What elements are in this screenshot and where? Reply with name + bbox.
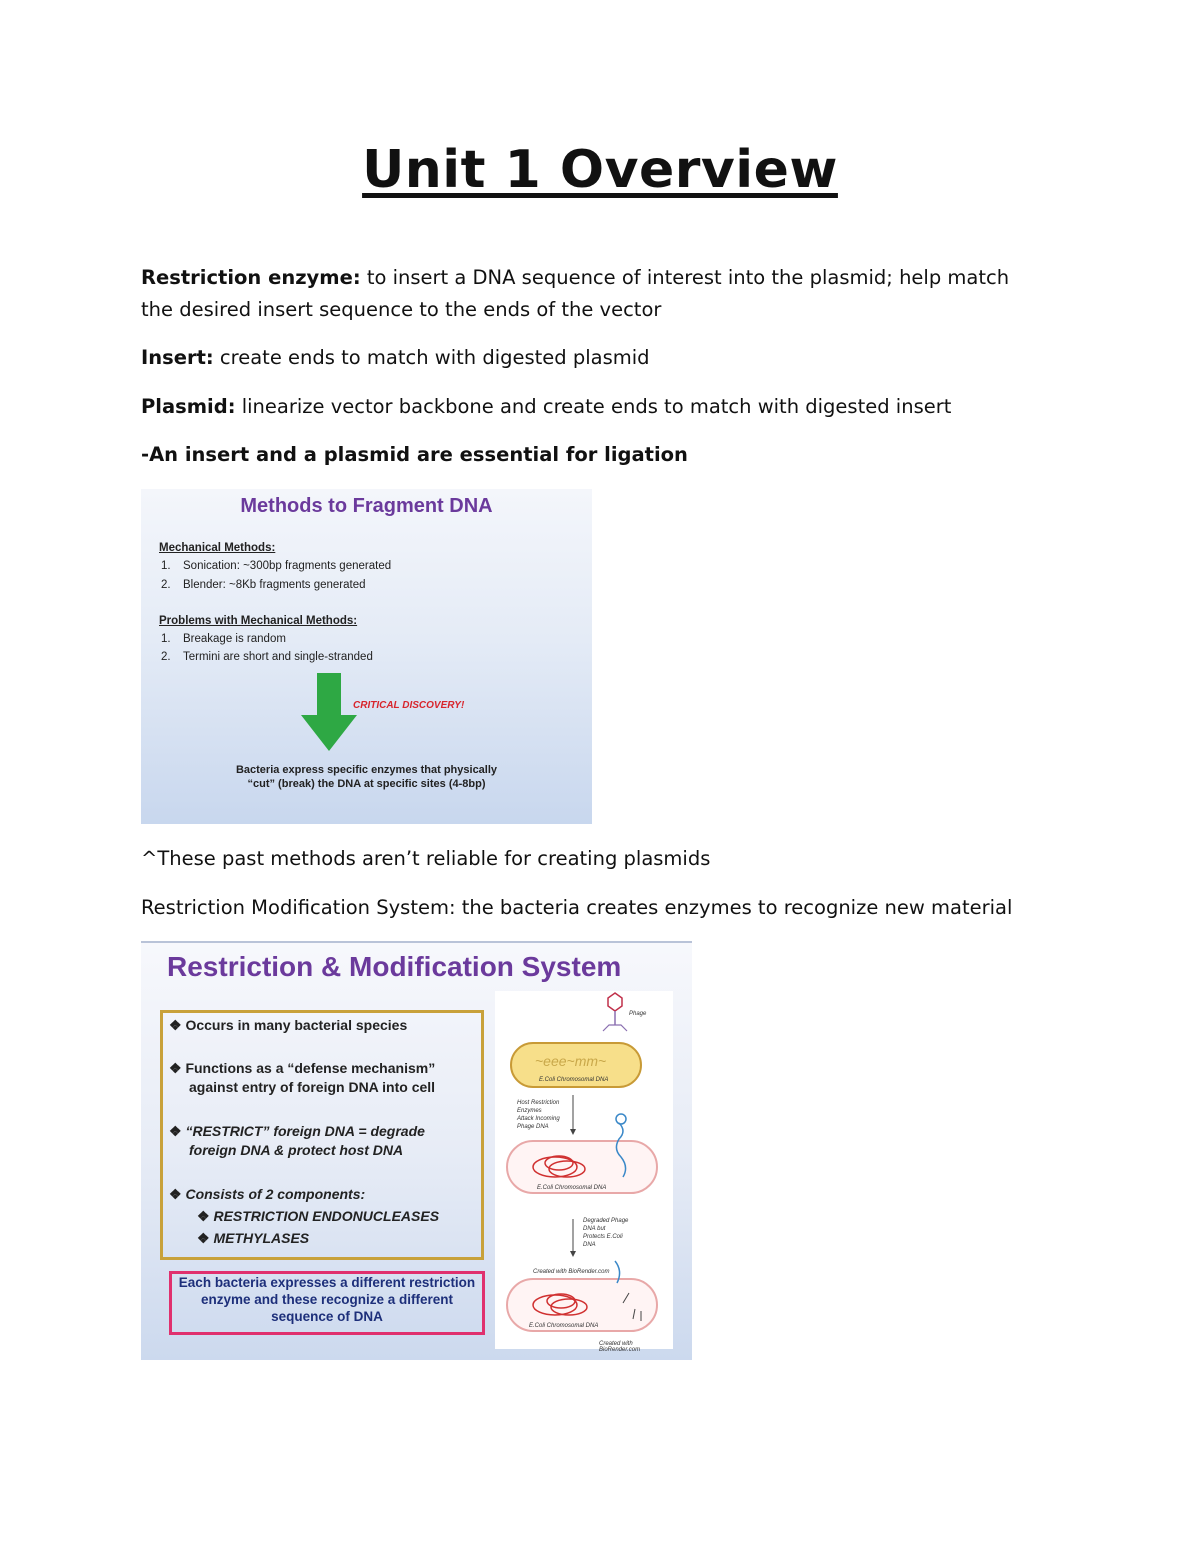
step1-line-1: Host Restriction — [517, 1100, 560, 1106]
slide2-title: Restriction & Modification System — [167, 951, 622, 982]
step1-line-2: Enzymes — [517, 1108, 542, 1114]
rms-paragraph: Restriction Modification System: the bacteria creates enzymes to recognize new material — [141, 896, 1013, 919]
prob-item-2-text: Termini are short and single-stranded — [183, 651, 373, 663]
bacteria-enzymes-text — [141, 763, 592, 791]
mechanical-methods-header: Mechanical Methods: — [159, 542, 276, 554]
svg-text:~eee~mm~: ~eee~mm~ — [535, 1053, 607, 1069]
bullet-3: ❖ “RESTRICT” foreign DNA = degrade — [169, 1123, 425, 1139]
step1-label — [517, 1099, 560, 1131]
pink-note-box: Each bacteria expresses a different restriction enzyme and these recognize a different sequence of DNA — [169, 1271, 485, 1335]
bacteria-line-1: Bacteria express specific enzymes that physically — [235, 764, 498, 776]
methods-fragment-dna-slide — [141, 489, 592, 824]
prob-item-2-num: 2. — [161, 651, 171, 663]
step1-line-3: Attack Incoming — [517, 1116, 560, 1122]
mech-item-1-num: 1. — [161, 560, 171, 572]
bullet-3-line-1: “RESTRICT” foreign DNA = degrade — [185, 1123, 425, 1139]
plasmid-term: Plasmid: — [141, 395, 236, 418]
restriction-enzyme-term: Restriction enzyme: — [141, 266, 361, 289]
restriction-enzyme-paragraph — [141, 262, 1041, 326]
problems-header: Problems with Mechanical Methods: — [159, 615, 358, 627]
bullet-4-text: Consists of 2 components: — [185, 1186, 366, 1202]
step2-line-2: DNA but — [583, 1226, 606, 1232]
restriction-modification-slide — [141, 941, 692, 1360]
step2-line-3: Protects E.Coli — [583, 1234, 623, 1240]
step1-line-4: Phage DNA — [517, 1124, 549, 1130]
credit-label: Created with BioRender.com — [599, 1341, 641, 1353]
down-arrow-icon — [301, 673, 357, 751]
plasmid-paragraph — [141, 391, 1041, 423]
plasmid-text: linearize vector backbone and create ends to match with digested insert — [235, 395, 952, 418]
prob-item-1-num: 1. — [161, 633, 171, 645]
bullet-3-line-2-text: foreign DNA & protect host DNA — [189, 1142, 404, 1158]
phage-label: Phage — [629, 1011, 647, 1017]
insert-paragraph — [141, 342, 1041, 374]
bullet-2-line-1: Functions as a “defense mechanism” — [185, 1060, 436, 1076]
bullet-4a-text: RESTRICTION ENDONUCLEASES — [213, 1208, 440, 1224]
step2-line-1: Degraded Phage — [583, 1218, 629, 1224]
page-title: Unit 1 Overview — [362, 140, 838, 200]
chrom-label-2: E.Coli Chromosomal DNA — [537, 1185, 607, 1191]
bullet-1: ❖ Occurs in many bacterial species — [169, 1017, 408, 1033]
bullet-2: ❖ Functions as a “defense mechanism” — [169, 1060, 436, 1076]
phage-diagram-illustration — [495, 991, 673, 1349]
restriction-enzyme-text: to insert a DNA sequence of interest into the plasmid; help match the desired insert sequence to the ends of the vector — [141, 266, 1010, 321]
bullet-4a: ❖ RESTRICTION ENDONUCLEASES — [197, 1208, 440, 1224]
bullet-4b-text: METHYLASES — [213, 1230, 310, 1246]
mech-item-2-text: Blender: ~8Kb fragments generated — [183, 579, 366, 591]
chrom-label-1: E.Coli Chromosomal DNA — [539, 1077, 609, 1083]
caption-paragraph: ^These past methods aren’t reliable for creating plasmids — [141, 847, 711, 870]
created-label: Created with BioRender.com — [533, 1269, 610, 1275]
mech-item-1-text: Sonication: ~300bp fragments generated — [183, 560, 392, 572]
mech-item-2-num: 2. — [161, 579, 171, 591]
chrom-label-3: E.Coli Chromosomal DNA — [529, 1323, 599, 1329]
insert-term: Insert: — [141, 346, 214, 369]
essential-paragraph: -An insert and a plasmid are essential for ligation — [141, 443, 688, 466]
bacteria-line-2: “cut” (break) the DNA at specific sites (4-8bp) — [247, 778, 486, 790]
bullet-1-text: Occurs in many bacterial species — [185, 1017, 408, 1033]
slide1-title: Methods to Fragment DNA — [240, 495, 493, 517]
step2-line-4: DNA — [583, 1242, 596, 1248]
bullet-2-line-2: against entry of foreign DNA into cell — [189, 1079, 436, 1095]
step2-label — [583, 1217, 628, 1249]
phage-diagram — [495, 991, 673, 1353]
bullet-4b: ❖ METHYLASES — [197, 1230, 310, 1246]
prob-item-1-text: Breakage is random — [183, 633, 286, 645]
critical-discovery-label: CRITICAL DISCOVERY! — [353, 700, 465, 711]
bullet-3-line-2 — [189, 1141, 403, 1160]
bullet-4: ❖ Consists of 2 components: — [169, 1186, 366, 1202]
insert-text: create ends to match with digested plasmid — [213, 346, 650, 369]
